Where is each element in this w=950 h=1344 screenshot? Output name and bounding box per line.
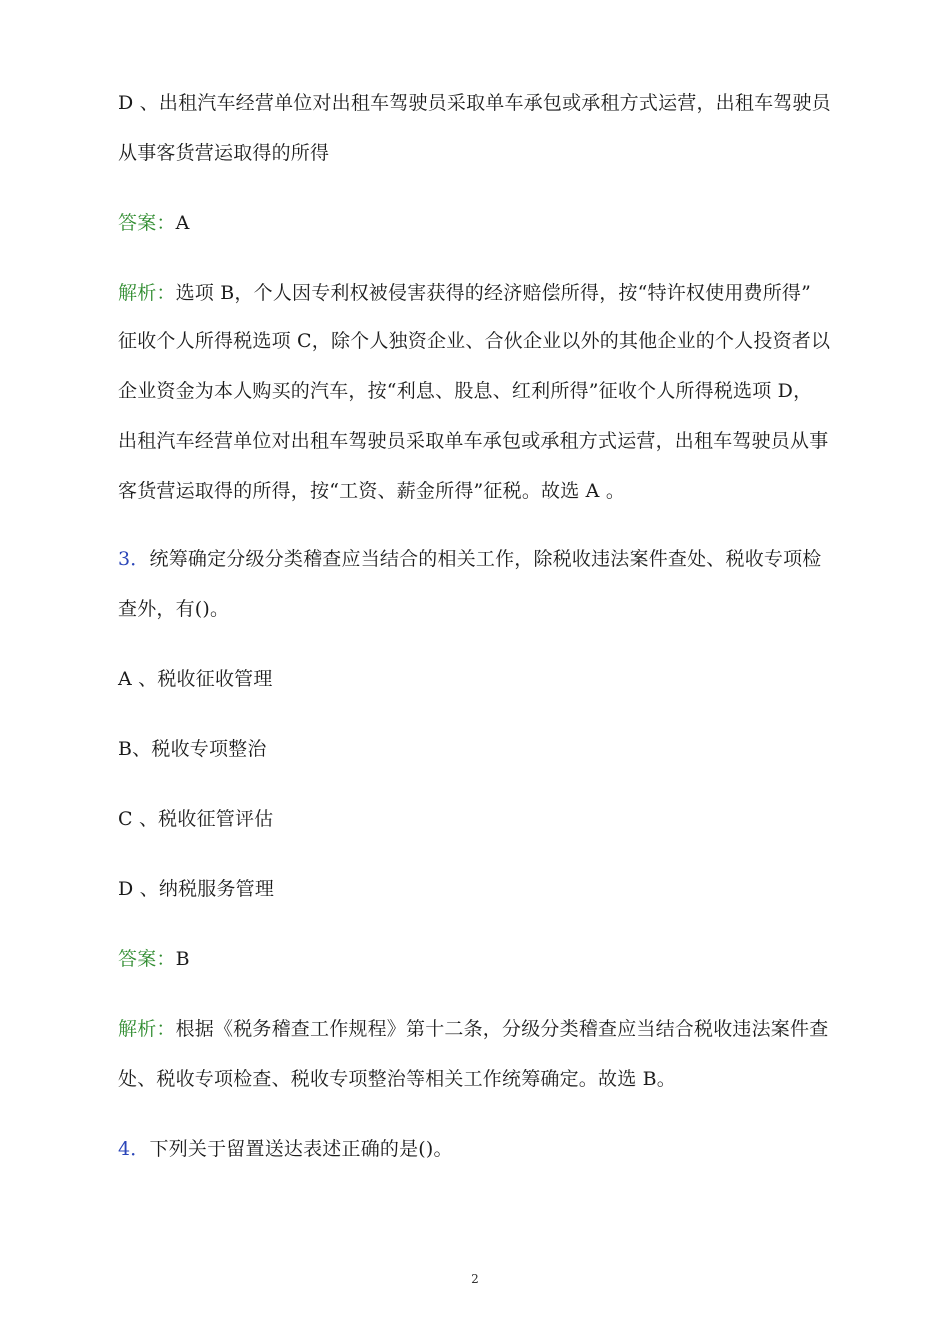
analysis-text: 根据《税务稽查工作规程》第十二条，分级分类稽查应当结合税收违法案件查 xyxy=(175,1018,829,1040)
q2-option-d-line-2: 从事客货营运取得的所得 xyxy=(118,142,330,164)
analysis-label: 解析： xyxy=(118,1018,176,1040)
q2-option-d-line-1: D 、出租汽车经营单位对出租车驾驶员采取单车承包或承租方式运营，出租车驾驶员 xyxy=(118,92,831,114)
answer-value: B xyxy=(175,948,190,970)
q3-answer xyxy=(118,947,190,971)
q2-answer xyxy=(118,211,190,235)
q2-analysis-line-5: 客货营运取得的所得，按“工资、薪金所得”征税。故选 A 。 xyxy=(118,480,626,502)
q2-analysis-line-3: 企业资金为本人购买的汽车，按“利息、股息、红利所得”征收个人所得税选项 D， xyxy=(118,380,813,402)
page-number: 2 xyxy=(471,1272,479,1286)
answer-label: 答案： xyxy=(118,212,176,234)
q3-option-a: A 、税收征收管理 xyxy=(118,668,273,690)
question-text: 统筹确定分级分类稽查应当结合的相关工作，除税收违法案件查处、税收专项检 xyxy=(149,548,822,570)
analysis-label: 解析： xyxy=(118,282,176,304)
q3-analysis-line-1 xyxy=(118,1017,828,1041)
q4-stem xyxy=(118,1137,453,1161)
question-number: 3． xyxy=(118,548,150,570)
q2-analysis-line-2: 征收个人所得税选项 C，除个人独资企业、合伙企业以外的其他企业的个人投资者以 xyxy=(118,330,831,352)
q3-option-b: B、税收专项整治 xyxy=(118,738,267,760)
question-number: 4． xyxy=(118,1138,150,1160)
q3-option-d: D 、纳税服务管理 xyxy=(118,878,275,900)
answer-value: A xyxy=(175,212,190,234)
q3-stem-line-1 xyxy=(118,547,822,571)
q3-stem-line-2: 查外，有()。 xyxy=(118,598,230,620)
q3-option-c: C 、税收征管评估 xyxy=(118,808,274,830)
q2-analysis-line-4: 出租汽车经营单位对出租车驾驶员采取单车承包或承租方式运营，出租车驾驶员从事 xyxy=(118,430,829,452)
q2-analysis-line-1 xyxy=(118,281,811,305)
question-text: 下列关于留置送达表述正确的是()。 xyxy=(149,1138,453,1160)
analysis-text: 选项 B，个人因专利权被侵害获得的经济赔偿所得，按“特许权使用费所得” xyxy=(175,282,812,304)
answer-label: 答案： xyxy=(118,948,176,970)
q3-analysis-line-2: 处、税收专项检查、税收专项整治等相关工作统筹确定。故选 B。 xyxy=(118,1068,677,1090)
